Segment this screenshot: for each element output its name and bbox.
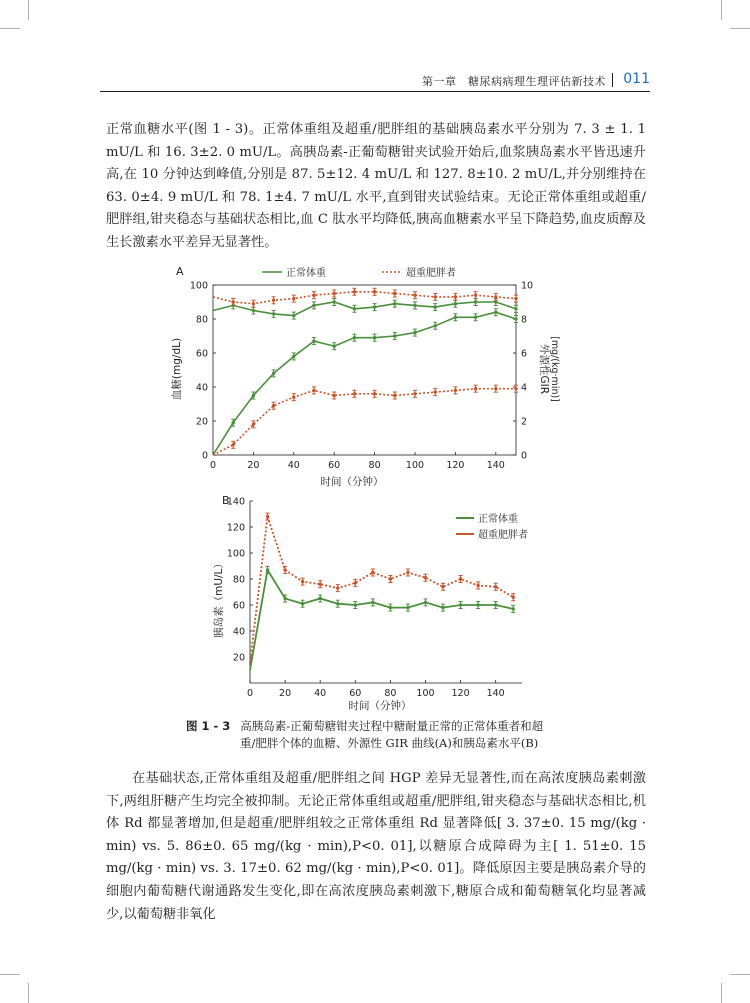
y-axis-title-a: 血糖(mg/dL) [171,337,183,401]
legend-label-normal-b: 正常体重 [478,514,518,525]
data-point [406,571,409,574]
y-tick-label: 20 [232,652,245,664]
x-axis-title-b: 时间（分钟） [348,700,412,712]
data-point [266,515,269,518]
y-tick-label: 140 [226,496,245,508]
x-tick-label: 0 [246,688,254,699]
data-point [318,583,321,586]
y2-tick-label: 10 [521,280,534,292]
data-point [371,601,374,604]
y-tick-label: 100 [189,280,208,292]
data-point [301,602,304,605]
data-point [476,603,479,606]
data-point [441,606,444,609]
data-point [424,601,427,604]
series-line-obese-1 [250,517,513,664]
data-point [389,577,392,580]
figure-label: 图 1 - 3 [186,719,231,733]
panel-label-b: B [222,494,230,507]
x-tick-label: 140 [486,460,505,471]
x-tick-label: 100 [405,460,425,471]
y2-tick-label: 0 [521,450,528,462]
x-axis-title-a: 时间（分钟） [320,476,384,488]
page-number: 011 [623,71,650,87]
data-point [354,581,357,584]
data-point [301,580,304,583]
data-point [283,568,286,571]
figure-caption [186,718,586,752]
data-point [512,607,515,610]
y-tick-label: 40 [195,382,208,394]
y2-tick-label: 8 [521,314,528,326]
x-tick-label: 20 [279,688,292,699]
data-point [389,606,392,609]
y-axis-title-b: 胰岛素（mU/L） [213,558,225,638]
data-point [476,584,479,587]
y2-tick-label: 4 [521,382,528,394]
x-tick-label: 100 [416,688,435,699]
y2-tick-label: 6 [521,348,528,360]
data-point [266,568,269,571]
data-point [336,586,339,589]
x-tick-label: 20 [247,460,260,471]
legend-b [456,512,528,541]
y2-axis-title-a: 外源性GIR [538,343,550,395]
data-point [354,603,357,606]
legend-label-obese: 超重肥胖者 [406,268,456,279]
x-tick-label: 60 [349,688,362,699]
data-point [318,597,321,600]
data-point [424,576,427,579]
caption-line-2: 重/肥胖个体的血糖、外源性 GIR 曲线(A)和胰岛素水平(B) [240,736,539,750]
data-point [494,585,497,588]
data-point [494,603,497,606]
y-tick-label: 40 [232,626,245,638]
chapter-title: 第一章 糖尿病病理生理评估新技术 [422,75,606,88]
x-tick-label: 120 [446,460,465,471]
y-tick-label: 120 [226,522,245,534]
y-tick-label: 20 [195,416,208,428]
data-point [441,585,444,588]
data-point [283,597,286,600]
y-tick-label: 100 [226,548,245,560]
y-tick-label: 60 [195,348,208,360]
data-point [512,596,515,599]
body-paragraph-2: 在基础状态,正常体重组及超重/肥胖组之间 HGP 差异无显著性,而在高浓度胰岛素刺激下,两组肝糖产生均完全被抑制。无论正常体重组或超重/肥胖组,钳夹稳态与基础状态相比,机体 Rd 都显著增加,但是超重/肥胖组较之正常体重组 Rd 显著降低[ 3. 37±0. 15 mg/(kg · min) vs. 5. 86±0. 65 mg/(kg · min),P<0. 01],以糖原合成障碍为主[ 1. 51±0. 15 mg/(kg · min) vs. 3. 17±0. 62 mg/(kg · min),P<0. 01]。降低原因主要是胰岛素介导的细胞内葡萄糖代谢通路发生变化,即在高浓度胰岛素刺激下,糖原合成和葡萄糖氧化均显著减少,以葡萄糖非氧化 [106,771,646,922]
x-tick-label: 120 [451,688,470,699]
data-point [459,603,462,606]
y2-axis-unit-a: [mg/(kg·min)] [549,336,560,402]
x-tick-label: 140 [486,688,505,699]
body-paragraph-1: 正常血糖水平(图 1 - 3)。正常体重组及超重/肥胖组的基础胰岛素水平分别为 7. 3 ± 1. 1 mU/L 和 16. 3±2. 0 mU/L。高胰岛素-正葡萄糖钳夹试验开始后,血浆胰岛素水平皆迅速升高,在 10 分钟达到峰值,分别是 87. 5±12. 4 mU/L 和 127. 8±10. 2 mU/L,并分别维持在 63. 0±4. 9 mU/L 和 78. 1±4. 7 mU/L 水平,直到钳夹试验结束。无论正常体重组或超重/肥胖组,钳夹稳态与基础状态相比,血 C 肽水平均降低,胰高血糖素水平呈下降趋势,血皮质醇及生长激素水平差异无显著性。 [106,122,646,250]
y2-tick-label: 2 [521,416,528,428]
y-tick-label: 60 [232,600,245,612]
caption-line-1: 高胰岛素-正葡萄糖钳夹过程中糖耐量正常的正常体重者和超 [240,719,544,733]
x-tick-label: 40 [287,460,300,471]
y-tick-label: 0 [201,450,208,462]
x-tick-label: 0 [209,460,217,471]
x-tick-label: 60 [328,460,341,471]
data-point [371,571,374,574]
legend-label-obese-b: 超重肥胖者 [478,530,528,541]
y-tick-label: 80 [232,574,245,586]
y-tick-label: 80 [195,314,208,326]
x-tick-label: 80 [368,460,381,471]
data-point [336,602,339,605]
series-line-normal-0 [250,570,513,670]
legend-label-normal: 正常体重 [286,268,326,279]
data-point [406,606,409,609]
data-point [459,577,462,580]
x-tick-label: 40 [314,688,327,699]
panel-label-a: A [176,265,184,278]
x-tick-label: 80 [384,688,397,699]
